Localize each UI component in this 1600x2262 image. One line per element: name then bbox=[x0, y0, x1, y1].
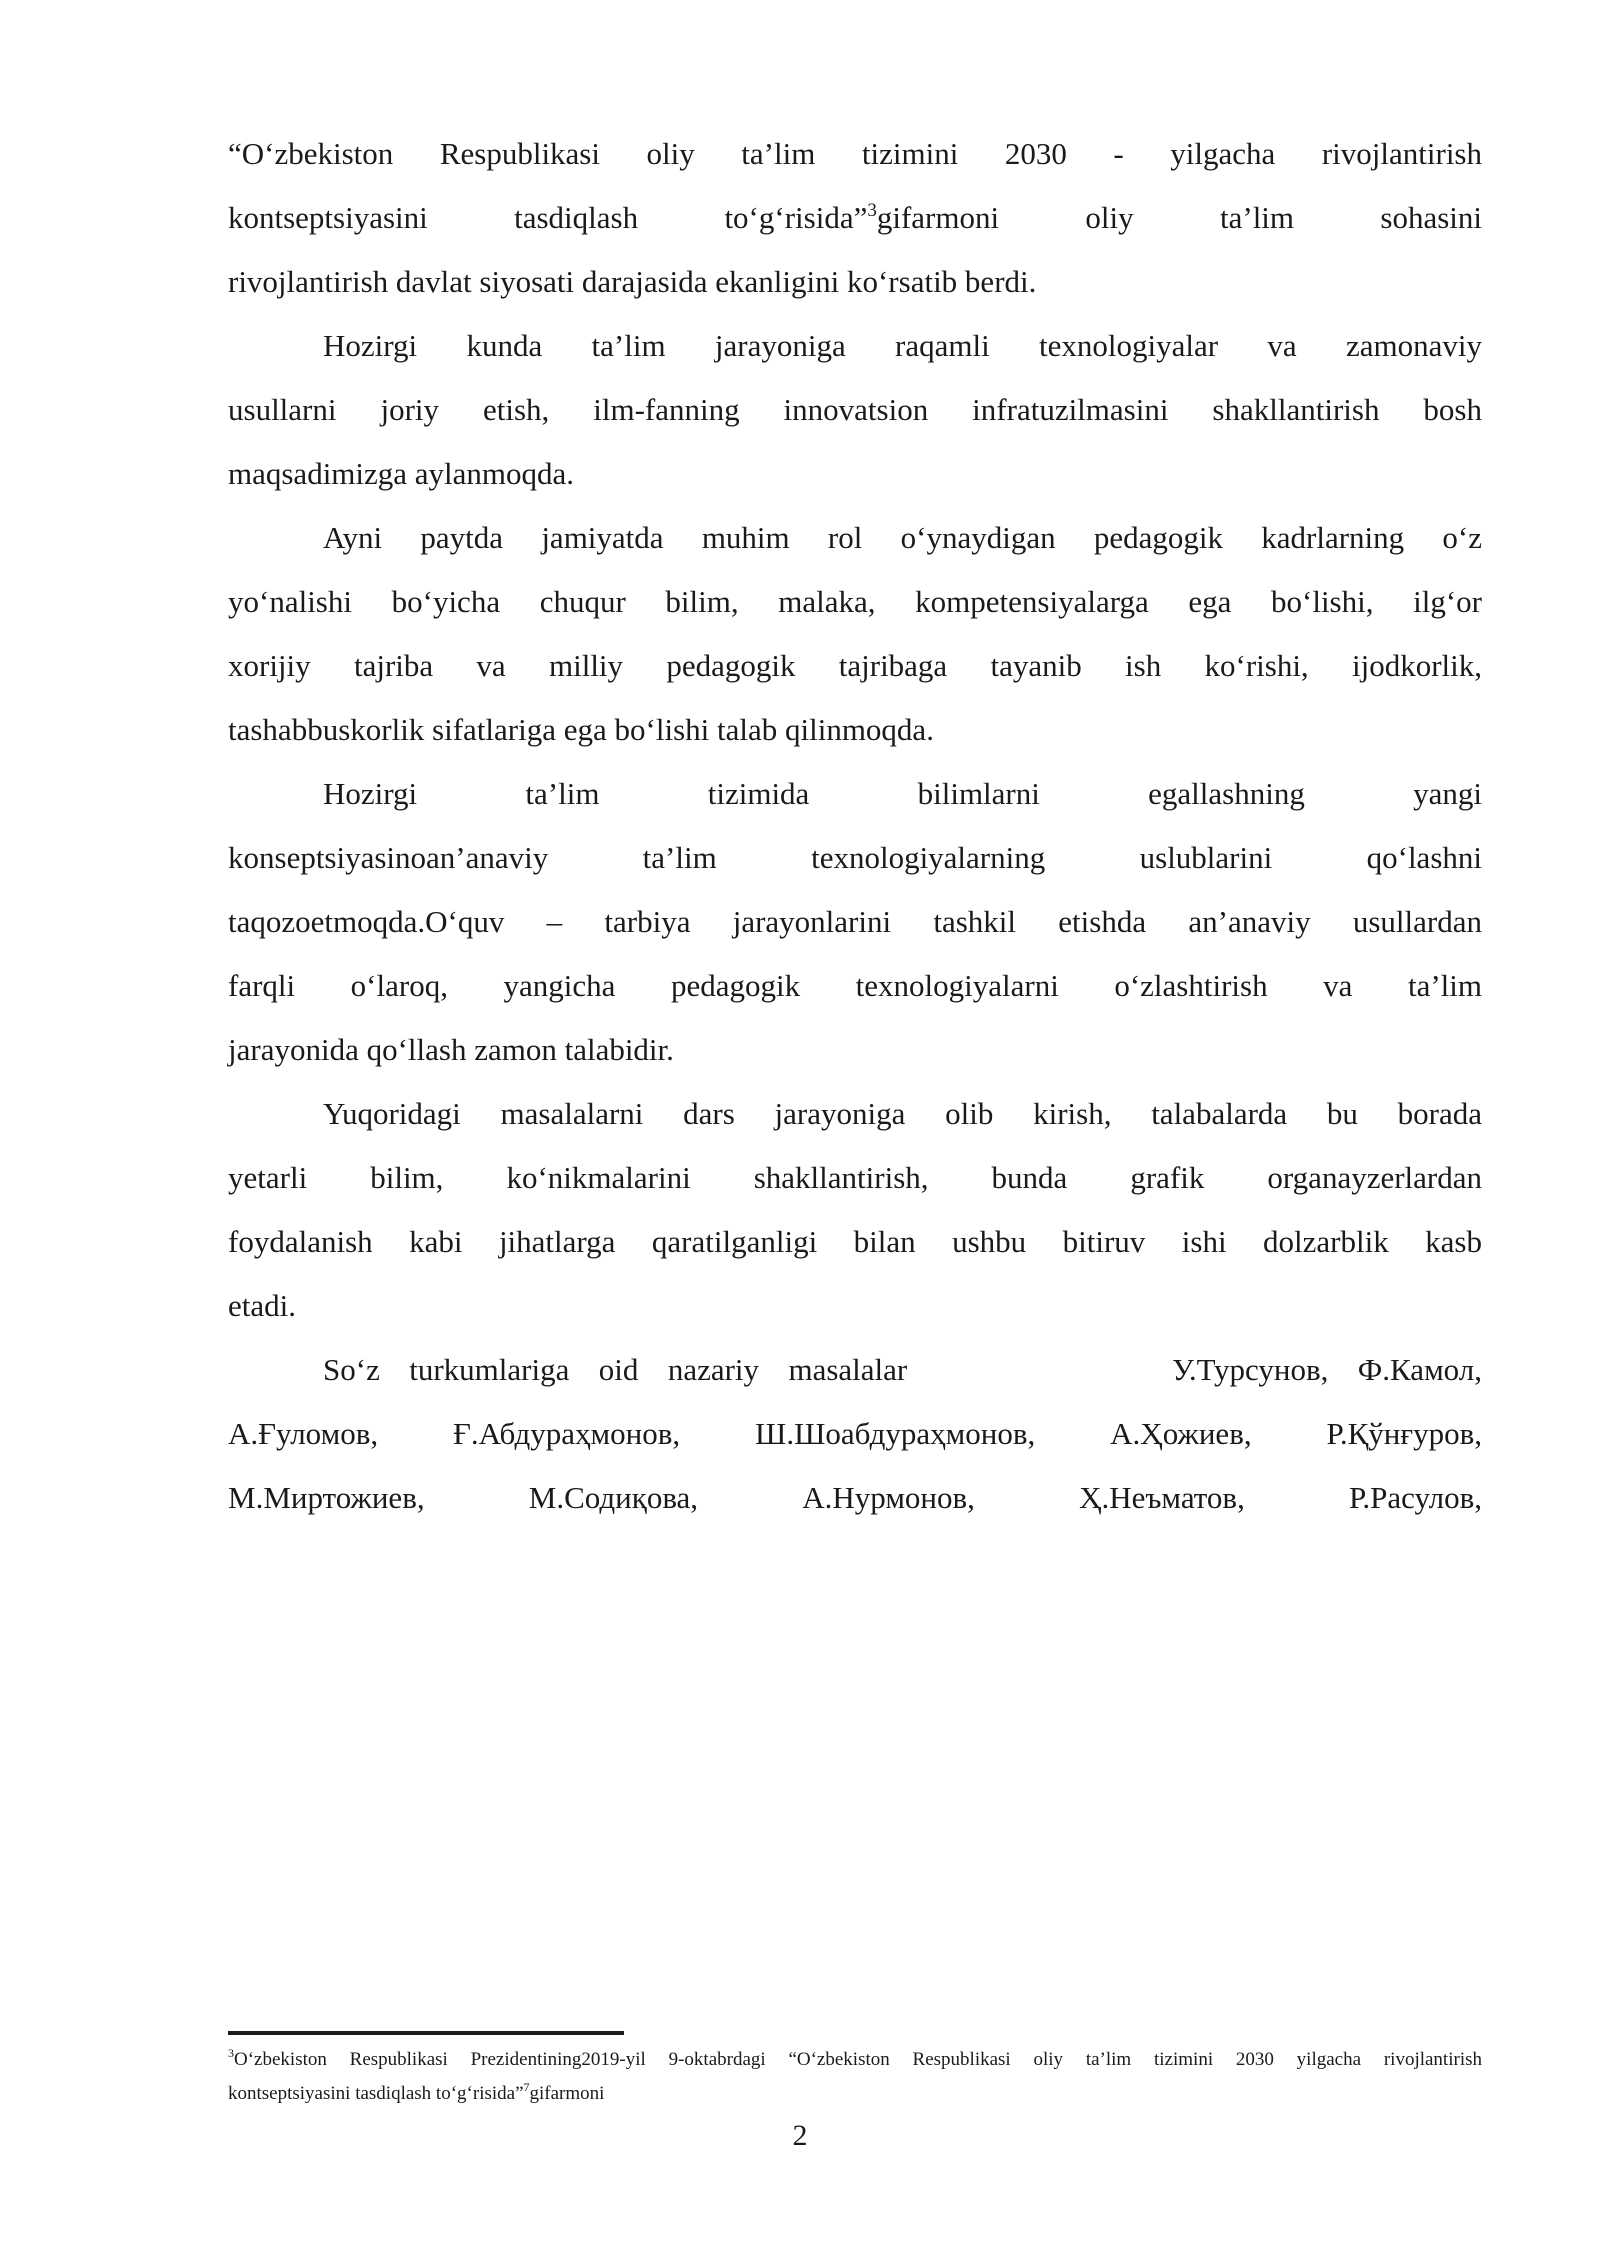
paragraph-5 bbox=[228, 1082, 1482, 1338]
paragraph-4 bbox=[228, 762, 1482, 1082]
footnote-area bbox=[228, 2031, 1482, 2111]
text-line: М.Миртожиев, М.Содиқова, А.Нурмонов, Ҳ.Неъматов, Р.Расулов, bbox=[228, 1480, 1482, 1515]
text-run: gifarmoni bbox=[529, 2083, 605, 2104]
footnote-separator-line bbox=[228, 2031, 624, 2035]
paragraph-2 bbox=[228, 314, 1482, 506]
footnote-text bbox=[228, 2043, 1482, 2111]
text-line: jarayonida qo‘llash zamon talabidir. bbox=[228, 1032, 674, 1067]
paragraph-3 bbox=[228, 506, 1482, 762]
text-line: yo‘nalishi bo‘yicha chuqur bilim, malaka, kompetensiyalarga ega bo‘lishi, ilg‘or bbox=[228, 584, 1482, 619]
footnote-number: 3 bbox=[228, 2046, 234, 2060]
text-line: So‘z turkumlariga oid nazariy masalalar У.Турсунов, Ф.Камол, bbox=[323, 1352, 1482, 1387]
text-line: rivojlantirish davlat siyosati darajasida ekanligini ko‘rsatib berdi. bbox=[228, 264, 1037, 299]
paragraph-6 bbox=[228, 1338, 1482, 1530]
text-line: taqozoetmoqda.O‘quv – tarbiya jarayonlarini tashkil etishda an’anaviy usullardan bbox=[228, 904, 1482, 939]
text-line: usullarni joriy etish, ilm-fanning innovatsion infratuzilmasini shakllantirish bosh bbox=[228, 392, 1482, 427]
text-line: Hozirgi ta’lim tizimida bilimlarni egallashning yangi bbox=[323, 776, 1482, 811]
text-run: O‘zbekiston Respublikasi Prezidentining2019-yil 9-oktabrdagi “O‘zbekiston Respublikasi oliy ta’lim tizimini 2030 yilgacha rivojlantirish bbox=[234, 2049, 1482, 2070]
paragraph-1 bbox=[228, 122, 1482, 314]
text-line: etadi. bbox=[228, 1288, 296, 1323]
text-line: foydalanish kabi jihatlarga qaratilganligi bilan ushbu bitiruv ishi dolzarblik kasb bbox=[228, 1224, 1482, 1259]
text-line: Hozirgi kunda ta’lim jarayoniga raqamli texnologiyalar va zamonaviy bbox=[323, 328, 1482, 363]
page-number: 2 bbox=[792, 2119, 808, 2152]
text-line: maqsadimizga aylanmoqda. bbox=[228, 456, 575, 491]
text-run: gifarmoni oliy ta’lim sohasini bbox=[876, 200, 1482, 235]
text-line bbox=[228, 186, 1482, 250]
text-run: kontseptsiyasini tasdiqlash to‘g‘risida” bbox=[228, 200, 868, 235]
text-line: Ayni paytda jamiyatda muhim rol o‘ynaydigan pedagogik kadrlarning o‘z bbox=[323, 520, 1482, 555]
footnote-reference: 7 bbox=[523, 2080, 530, 2094]
text-run: kontseptsiyasini tasdiqlash to‘g‘risida” bbox=[228, 2083, 524, 2104]
footnote-line bbox=[228, 2077, 1482, 2111]
text-line: konseptsiyasinoan’anaviy ta’lim texnologiyalarning uslublarini qo‘lashni bbox=[228, 840, 1482, 875]
document-body bbox=[228, 122, 1482, 1530]
text-line: tashabbuskorlik sifatlariga ega bo‘lishi talab qilinmoqda. bbox=[228, 712, 934, 747]
text-line: farqli o‘laroq, yangicha pedagogik texnologiyalarni o‘zlashtirish va ta’lim bbox=[228, 968, 1482, 1003]
text-line: xorijiy tajriba va milliy pedagogik tajribaga tayanib ish ko‘rishi, ijodkorlik, bbox=[228, 648, 1482, 683]
footnote-reference: 3 bbox=[867, 200, 877, 221]
text-line: Yuqoridagi masalalarni dars jarayoniga olib kirish, talabalarda bu borada bbox=[323, 1096, 1482, 1131]
text-line: А.Ғуломов, Ғ.Абдураҳмонов, Ш.Шоабдураҳмонов, А.Ҳожиев, Р.Қўнғуров, bbox=[228, 1416, 1482, 1451]
text-line: “O‘zbekiston Respublikasi oliy ta’lim tizimini 2030 - yilgacha rivojlantirish bbox=[228, 136, 1482, 171]
footnote-line bbox=[228, 2043, 1482, 2077]
text-line: yetarli bilim, ko‘nikmalarini shakllantirish, bunda grafik organayzerlardan bbox=[228, 1160, 1482, 1195]
